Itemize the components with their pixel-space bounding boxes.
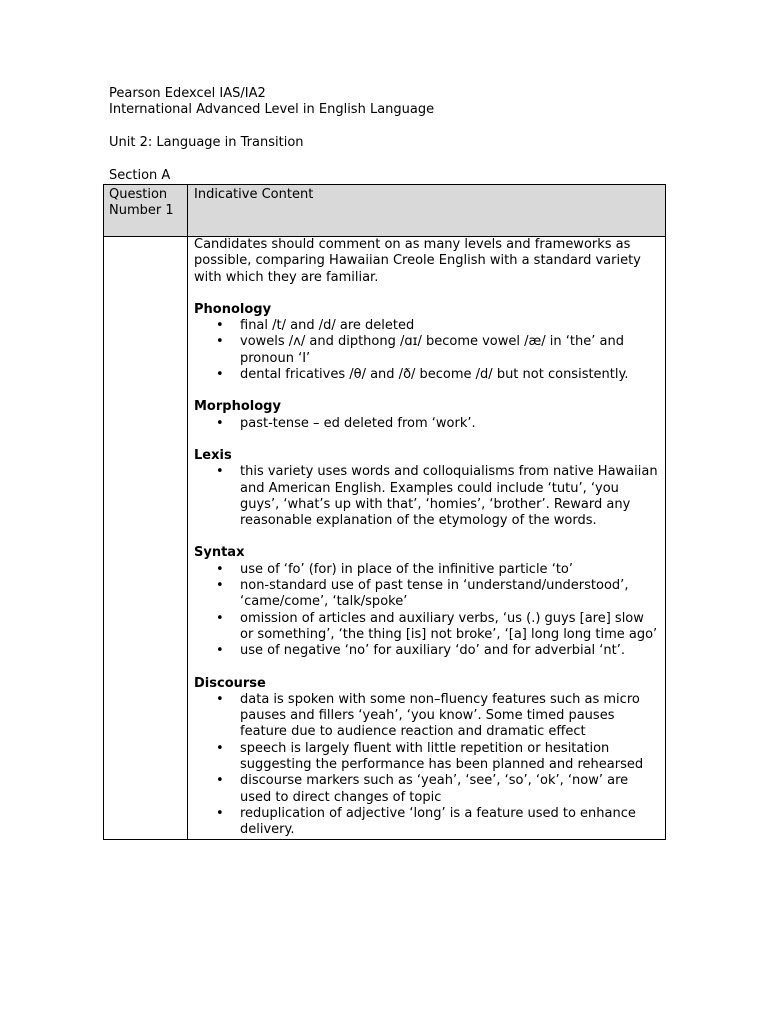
qualification-line: International Advanced Level in English Language <box>109 102 435 118</box>
category-lexis-title: Lexis <box>194 447 232 463</box>
category-discourse-title: Discourse <box>194 675 266 691</box>
list-item: • this variety uses words and colloquialisms from native Hawaiian and American English. Examples could include ‘tutu’, ‘you guys’, ‘what’s up with that’, ‘homies’, ‘brother’. Reward any reasonable explanation of the etymology of the words. <box>240 464 659 529</box>
document-header <box>109 86 669 151</box>
category-morphology-title: Morphology <box>194 399 281 415</box>
list-item: • non-standard use of past tense in ‘understand/understood’, ‘came/come’, ‘talk/spoke’ <box>240 578 659 611</box>
list-item: • discourse markers such as ‘yeah’, ‘see’, ‘so’, ‘ok’, ‘now’ are used to direct changes of topic <box>240 773 659 806</box>
category-phonology-title: Phonology <box>194 301 272 317</box>
table-header-row <box>104 185 666 237</box>
list-item: • data is spoken with some non–fluency features such as micro pauses and fillers ‘yeah’, ‘you know’. Some timed pauses feature due to audience reaction and dramatic effect <box>240 692 659 741</box>
mark-scheme-table <box>103 184 666 840</box>
intro-paragraph: Candidates should comment on as many levels and frameworks as possible, comparing Hawaiian Creole English with a standard variety with which they are familiar. <box>194 237 641 285</box>
list-item: • use of ‘fo’ (for) in place of the infinitive particle ‘to’ <box>240 562 659 578</box>
list-item: • final /t/ and /d/ are deleted <box>240 318 659 334</box>
category-discourse-list <box>194 692 659 839</box>
list-item: • speech is largely fluent with little repetition or hesitation suggesting the performance has been planned and rehearsed <box>240 741 659 774</box>
indicative-content-cell <box>188 237 666 840</box>
list-item: • dental fricatives /θ/ and /ð/ become /d/ but not consistently. <box>240 367 659 383</box>
question-number-header: Question Number 1 <box>104 185 188 237</box>
list-item: • use of negative ‘no’ for auxiliary ‘do’ and for adverbial ‘nt’. <box>240 643 659 659</box>
list-item: • past-tense – ed deleted from ‘work’. <box>240 416 659 432</box>
list-item: • reduplication of adjective ‘long’ is a feature used to enhance delivery. <box>240 806 659 839</box>
category-syntax-list <box>194 562 659 660</box>
list-item: • vowels /ʌ/ and dipthong /ɑɪ/ become vowel /æ/ in ‘the’ and pronoun ‘I’ <box>240 334 659 367</box>
category-morphology-list <box>194 416 659 432</box>
category-phonology-list <box>194 318 659 383</box>
table-row <box>104 237 666 840</box>
section-label: Section A <box>109 168 171 183</box>
unit-title: Unit 2: Language in Transition <box>109 134 304 150</box>
category-lexis-list <box>194 464 659 529</box>
indicative-content-header: Indicative Content <box>188 185 666 237</box>
category-syntax-title: Syntax <box>194 545 245 561</box>
exam-board-line: Pearson Edexcel IAS/IA2 <box>109 86 266 101</box>
question-number-cell <box>104 237 188 840</box>
list-item: • omission of articles and auxiliary verbs, ‘us (.) guys [are] slow or something’, ‘the thing [is] not broke’, ‘[a] long long time ago’ <box>240 611 659 644</box>
